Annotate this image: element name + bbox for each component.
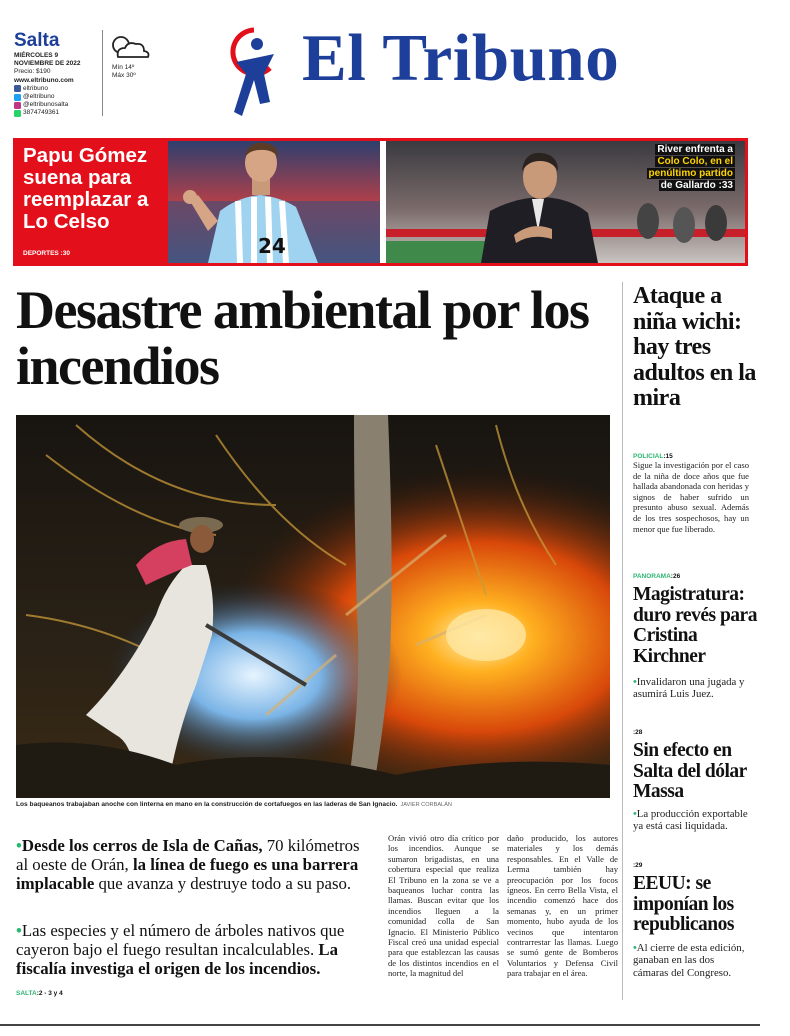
footer-rule — [0, 1024, 760, 1026]
main-headline[interactable]: Desastre ambiental por los incendios — [16, 280, 589, 396]
rail-story4-body: •Al cierre de esta edición, ganaban en las dos cámaras del Congreso. — [633, 942, 745, 979]
whatsapp-icon — [14, 110, 21, 117]
edition-date-line2: NOVIEMBRE DE 2022 — [14, 60, 81, 68]
temp-max: Máx 30º — [112, 71, 136, 79]
rail-story1-headline[interactable]: Ataque a niña wichi: hay tres adultos en la mira — [633, 283, 756, 411]
bullet-icon: • — [633, 808, 637, 820]
papu-gomez-photo[interactable] — [168, 141, 380, 263]
teaser-papu[interactable] — [16, 141, 168, 263]
social-instagram[interactable]: @eltribunosalta — [14, 101, 114, 109]
edition-price: Precio: $190 — [14, 68, 51, 76]
svg-text:24: 24 — [258, 234, 286, 258]
rail-story3-section: :28 — [633, 729, 643, 736]
masthead-logo[interactable]: El Tribuno — [302, 21, 620, 95]
twitter-icon — [14, 94, 21, 101]
temp-min: Mín 14º — [112, 64, 135, 71]
edition-city: Salta — [14, 30, 60, 51]
photo-caption: Los baqueanos trabajaban anoche con linterna en mano en la construcción de cortafuegos en las laderas de San Ignacio. JAVIER CORBALÁN — [16, 801, 452, 808]
bullet-icon: • — [16, 921, 22, 940]
rail-story4-section: :29 — [633, 862, 643, 869]
social-whatsapp[interactable]: 3874749361 — [14, 109, 114, 117]
rail-story3-headline[interactable]: Sin efecto en Salta del dólar Massa — [633, 740, 747, 802]
edition-meta — [14, 52, 114, 118]
social-facebook[interactable]: eltribuno — [14, 85, 114, 93]
cloud-sun-icon — [108, 33, 152, 63]
bullet-icon: • — [633, 676, 637, 688]
website-link[interactable]: www.eltribuno.com — [14, 76, 74, 84]
rail-divider — [622, 282, 623, 1000]
rail-story4-headline[interactable]: EEUU: se imponían los republicanos — [633, 873, 734, 935]
lead-paragraph-1[interactable]: •Desde los cerros de Isla de Cañas, 70 kilómetros al oeste de Orán, la línea de fuego es una barrera implacable que avanza y destruye todo a su paso. — [16, 836, 360, 893]
teaser-band — [13, 138, 748, 266]
rail-story1-section: POLICIAL:15 — [633, 453, 673, 460]
weather-temps — [112, 64, 136, 80]
social-twitter[interactable]: @eltribuno — [14, 93, 114, 101]
main-section-ref[interactable]: SALTA:2 - 3 y 4 — [16, 990, 63, 997]
body-column-1: Orán vivió otro día crítico por los incendios. Aunque se sumaron brigadistas, en una cobertura especial que realiza El Tribuno en la zona se ve a baqueanos luchar contra las llamas. Buscan evitar que los incendios lleguen a la comunidad colla de San Ignacio. El Ministerio Público Fiscal creó una unidad especial para que establezcan las causas de los distintos incendios en el norte, la magnitud del — [388, 833, 499, 979]
body-column-2: daño producido, los autores materiales y los demás responsables. En el Valle de Lerma también hay preocupación por los focos ígneos. En cerro Bella Vista, el incendio comenzó hace dos semanas y, en un primer momento, hubo ayuda de los vecinos que intentaron contrarrestar las llamas. Luego se sumó gente de Bomberos Voluntarios y Defensa Civil para trabajar en el área. — [507, 833, 618, 979]
wildfire-photo[interactable] — [16, 415, 610, 798]
rail-story2-section: PANORAMA:26 — [633, 573, 681, 580]
facebook-icon — [14, 85, 21, 92]
instagram-icon — [14, 102, 21, 109]
bullet-icon: • — [16, 836, 22, 855]
teaser-papu-headline[interactable]: Papu Gómez suena para reemplazar a Lo Celso — [23, 144, 149, 233]
lead-paragraph-2[interactable]: •Las especies y el número de árboles nativos que cayeron bajo el fuego resultan incalculables. La fiscalía investiga el origen de los incendios. — [16, 921, 345, 978]
rail-story3-body: •La producción exportable ya está casi liquidada. — [633, 808, 748, 833]
photo-credit: JAVIER CORBALÁN — [400, 802, 452, 808]
edition-date-line1: MIÉRCOLES 9 — [14, 52, 59, 59]
logo-runner-icon — [224, 24, 286, 122]
header-divider — [102, 30, 103, 116]
teaser-papu-section: DEPORTES :30 — [23, 250, 70, 257]
bullet-icon: • — [633, 942, 637, 954]
rail-story1-body: Sigue la investigación por el caso de la niña de doce años que fue hallada abandonada con heridas y signos de haber sufrido un presunto abuso sexual. Además de los tres sospechosos, hay un menor que fue liberado. — [633, 460, 749, 534]
rail-story2-headline[interactable]: Magistratura: duro revés para Cristina Kirchner — [633, 584, 757, 667]
teaser-river-headline[interactable]: River enfrenta a Colo Colo, en el penúltimo partido de Gallardo :33 — [648, 144, 733, 191]
rail-story2-body: •Invalidaron una jugada y asumirá Luis Juez. — [633, 676, 745, 701]
